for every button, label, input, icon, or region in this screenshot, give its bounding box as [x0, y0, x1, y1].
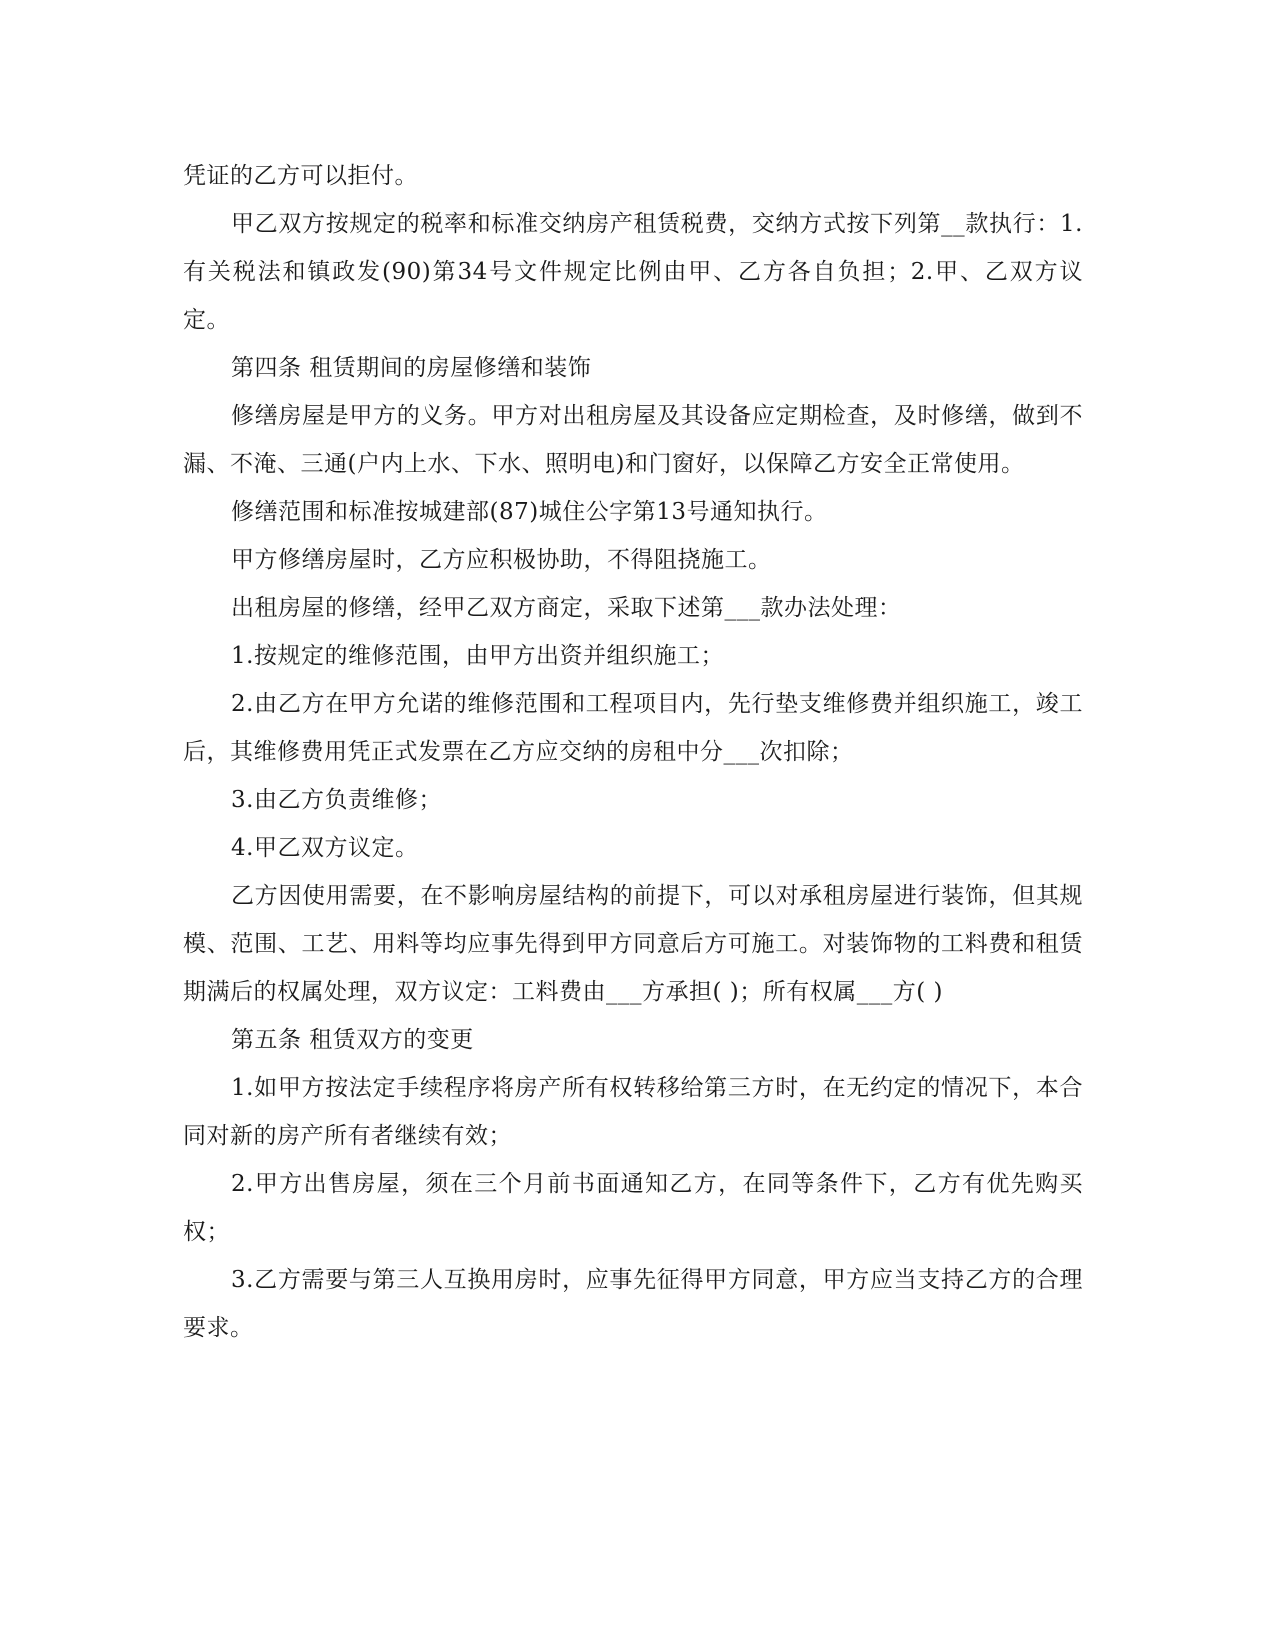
paragraph: 出租房屋的修缮，经甲乙双方商定，采取下述第___款办法处理： — [231, 595, 902, 621]
document-body — [183, 152, 1083, 1352]
list-item: 1.按规定的维修范围，由甲方出资并组织施工； — [231, 643, 724, 669]
paragraph: 修缮房屋是甲方的义务。甲方对出租房屋及其设备应定期检查，及时修缮，做到不漏、不淹、三通(户内上水、下水、照明电)和门窗好，以保障乙方安全正常使用。 — [183, 403, 1083, 477]
paragraph: 修缮范围和标准按城建部(87)城住公字第13号通知执行。 — [231, 499, 828, 525]
paragraph: 乙方因使用需要，在不影响房屋结构的前提下，可以对承租房屋进行装饰，但其规模、范围、工艺、用料等均应事先得到甲方同意后方可施工。对装饰物的工料费和租赁期满后的权属处理，双方议定：工料费由___方承担( )；所有权属___方( ) — [183, 883, 1083, 1005]
paragraph: 甲乙双方按规定的税率和标准交纳房产租赁税费，交纳方式按下列第__款执行：1.有关税法和镇政发(90)第34号文件规定比例由甲、乙方各自负担；2.甲、乙双方议定。 — [183, 211, 1083, 333]
list-item: 2.由乙方在甲方允诺的维修范围和工程项目内，先行垫支维修费并组织施工，竣工后，其维修费用凭正式发票在乙方应交纳的房租中分___次扣除； — [183, 691, 1083, 765]
section-heading: 第四条 租赁期间的房屋修缮和装饰 — [231, 355, 592, 381]
paragraph: 凭证的乙方可以拒付。 — [183, 163, 418, 189]
list-item: 3.由乙方负责维修； — [231, 787, 442, 813]
list-item: 2.甲方出售房屋，须在三个月前书面通知乙方，在同等条件下，乙方有优先购买权； — [183, 1171, 1083, 1245]
section-heading: 第五条 租赁双方的变更 — [231, 1027, 474, 1053]
paragraph: 甲方修缮房屋时，乙方应积极协助，不得阻挠施工。 — [231, 547, 772, 573]
list-item: 4.甲乙双方议定。 — [231, 835, 419, 861]
list-item: 1.如甲方按法定手续程序将房产所有权转移给第三方时，在无约定的情况下，本合同对新的房产所有者继续有效； — [183, 1075, 1083, 1149]
list-item: 3.乙方需要与第三人互换用房时，应事先征得甲方同意，甲方应当支持乙方的合理要求。 — [183, 1267, 1083, 1341]
